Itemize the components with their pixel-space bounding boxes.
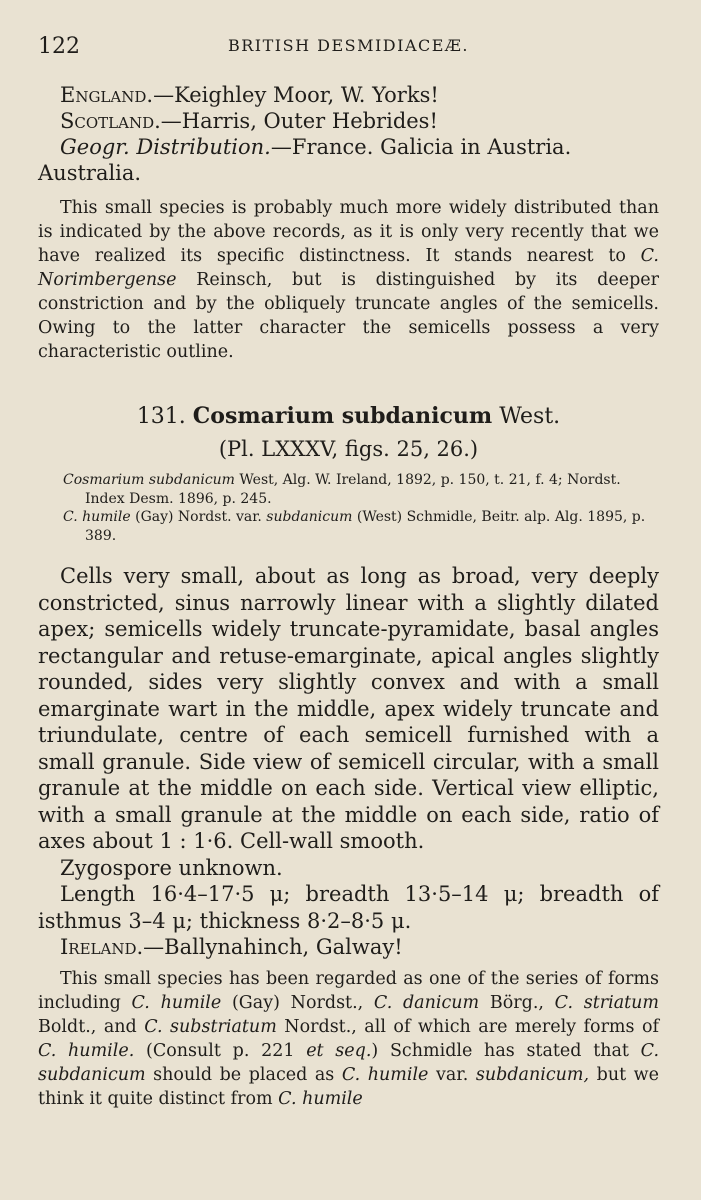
species-note-131: This small species has been regarded as one of the series of forms including C. humile (Gay) Nordst., C. danicum Börg., C. striatum Boldt., and C. substriatum Nordst., all of which are merely forms of C. humile. (Consult p. 221 et seq.) Schmidle has stated that C. subdanicum should be placed as C. humile var. subdanicum, but we think it quite distinct from C. humile	[38, 968, 660, 1109]
localities	[38, 82, 659, 134]
geographic-distribution: Geogr. Distribution.—France. Galicia in Austria. Australia.	[38, 135, 572, 185]
species-heading: 131. Cosmarium subdanicum West.	[136, 403, 561, 429]
synonym-entry: Cosmarium subdanicum West, Alg. W. Ireland, 1892, p. 150, t. 21, f. 4; Nordst. Index Desm. 1896, p. 245.	[63, 472, 621, 507]
plate-reference: (Pl. LXXXV, figs. 25, 26.)	[218, 437, 479, 461]
species-description: Cells very small, about as long as broad, very deeply constricted, sinus narrowly linear with a slightly dilated apex; semicells widely truncate-pyramidate, basal angles rectangular and retuse-emarginate, apical angles slightly rounded, sides very slightly convex and with a small emarginate wart in the middle, apex widely truncate and triundulate, centre of each semicell furnished with a small granule. Side view of semicell circular, with a small granule at the middle on each side. Vertical view elliptic, with a small granule at the middle on each side, ratio of axes about 1 : 1·6. Cell-wall smooth.	[38, 564, 659, 853]
running-head	[38, 30, 659, 64]
locality-scotland: Scotland.—Harris, Outer Hebrides!	[60, 109, 438, 133]
running-title: BRITISH DESMIDIACEÆ.	[228, 36, 470, 55]
locality-ireland: Ireland.—Ballynahinch, Galway!	[60, 935, 403, 959]
page-number: 122	[38, 34, 80, 59]
synonymy	[38, 471, 659, 545]
species-name: Cosmarium subdanicum	[192, 403, 493, 429]
synonym-entry: C. humile (Gay) Nordst. var. subdanicum (West) Schmidle, Beitr. alp. Alg. 1895, p. 389.	[63, 509, 646, 544]
species-note-130: This small species is probably much more widely distributed than is indicated by the above records, as it is only very recently that we have realized its specific distinctness. It stands nearest to C. Norimbergense Reinsch, but is distinguished by its deeper constriction and by the obliquely truncate angles of the semicells. Owing to the latter character the semicells possess a very characteristic outline.	[38, 198, 659, 362]
zygospore-note: Zygospore unknown.	[60, 855, 283, 880]
locality-england: England.—Keighley Moor, W. Yorks!	[60, 83, 439, 107]
measurements: Length 16·4–17·5 μ; breadth 13·5–14 μ; breadth of isthmus 3–4 μ; thickness 8·2–8·5 μ.	[38, 882, 659, 933]
species-author: West.	[499, 404, 561, 429]
